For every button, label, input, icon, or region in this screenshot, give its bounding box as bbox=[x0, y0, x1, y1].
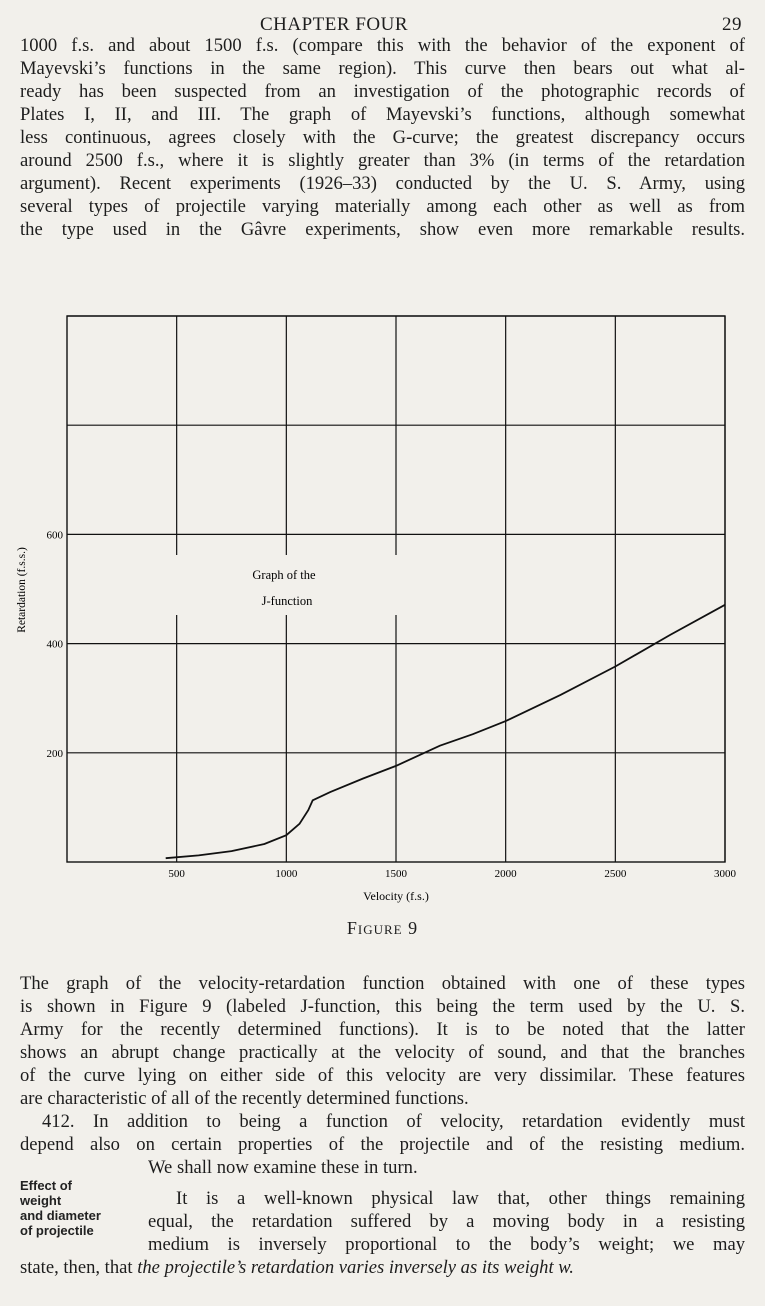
text-line: Army for the recently determined functions). It is to be noted that the latter bbox=[20, 1019, 745, 1040]
x-tick-label: 2000 bbox=[494, 868, 517, 880]
text-line: around 2500 f.s., where it is slightly greater than 3% (in terms of the retardation bbox=[20, 150, 745, 171]
x-tick-label: 2500 bbox=[604, 868, 627, 880]
text-line: the type used in the Gâvre experiments, show even more remarkable results. bbox=[20, 219, 745, 240]
annotation-line-2: J-function bbox=[261, 594, 313, 608]
x-tick-label: 1000 bbox=[275, 868, 298, 880]
text-line bbox=[20, 1256, 745, 1279]
j-function-curve bbox=[166, 605, 725, 858]
text-line: of the curve lying on either side of this velocity are very dissimilar. These features bbox=[20, 1065, 745, 1086]
margin-note bbox=[20, 1178, 101, 1238]
text-line: are characteristic of all of the recently determined functions. bbox=[20, 1088, 469, 1109]
page-number: 29 bbox=[722, 14, 742, 35]
annotation-line-1: Graph of the bbox=[252, 568, 316, 582]
text-line: The graph of the velocity-retardation function obtained with one of these types bbox=[20, 973, 745, 994]
text-line: ready has been suspected from an investigation of the photographic records of bbox=[20, 81, 745, 102]
text-line: argument). Recent experiments (1926–33) conducted by the U. S. Army, using bbox=[20, 173, 745, 194]
margin-note-line: of projectile bbox=[20, 1223, 94, 1238]
x-tick-label: 1500 bbox=[385, 868, 407, 880]
text-line: We shall now examine these in turn. bbox=[148, 1157, 418, 1178]
text-line: several types of projectile varying materially among each other as well as from bbox=[20, 196, 745, 217]
x-axis-label: Velocity (f.s.) bbox=[363, 889, 429, 903]
text-italic: the projectile’s retardation varies inversely as its weight w. bbox=[137, 1257, 574, 1278]
text-line: Mayevski’s functions in the same region). This curve then bears out what al- bbox=[20, 58, 745, 79]
text-line: depend also on certain properties of the projectile and of the resisting medium. bbox=[20, 1134, 745, 1155]
text-plain: state, then, that bbox=[20, 1257, 138, 1278]
y-tick-label: 200 bbox=[46, 747, 63, 760]
text-line: 412. In addition to being a function of velocity, retardation evidently must bbox=[42, 1111, 745, 1132]
y-axis-label: Retardation (f.s.s.) bbox=[16, 547, 28, 633]
text-line: It is a well-known physical law that, other things remaining bbox=[176, 1188, 745, 1209]
margin-note-line: weight bbox=[20, 1193, 62, 1208]
text-line: is shown in Figure 9 (labeled J-function, this being the term used by the U. S. bbox=[20, 996, 745, 1017]
text-line: equal, the retardation suffered by a moving body in a resisting bbox=[148, 1211, 745, 1232]
x-tick-label: 500 bbox=[168, 868, 185, 880]
chapter-title: CHAPTER FOUR bbox=[260, 14, 408, 35]
y-tick-label: 600 bbox=[46, 529, 63, 542]
text-line: shows an abrupt change practically at the velocity of sound, and that the branches bbox=[20, 1042, 745, 1063]
figure-caption: Figure 9 bbox=[346, 918, 419, 938]
margin-note-line: and diameter bbox=[20, 1208, 101, 1223]
text-line: 1000 f.s. and about 1500 f.s. (compare this with the behavior of the exponent of bbox=[20, 35, 745, 56]
text-line: less continuous, agrees closely with the G-curve; the greatest discrepancy occurs bbox=[20, 127, 745, 148]
text-line: Plates I, II, and III. The graph of Mayevski’s functions, although somewhat bbox=[20, 104, 745, 125]
text-line: medium is inversely proportional to the body’s weight; we may bbox=[148, 1234, 745, 1255]
x-tick-label: 3000 bbox=[714, 868, 736, 880]
margin-note-line: Effect of bbox=[20, 1178, 72, 1193]
y-tick-label: 400 bbox=[46, 638, 63, 651]
